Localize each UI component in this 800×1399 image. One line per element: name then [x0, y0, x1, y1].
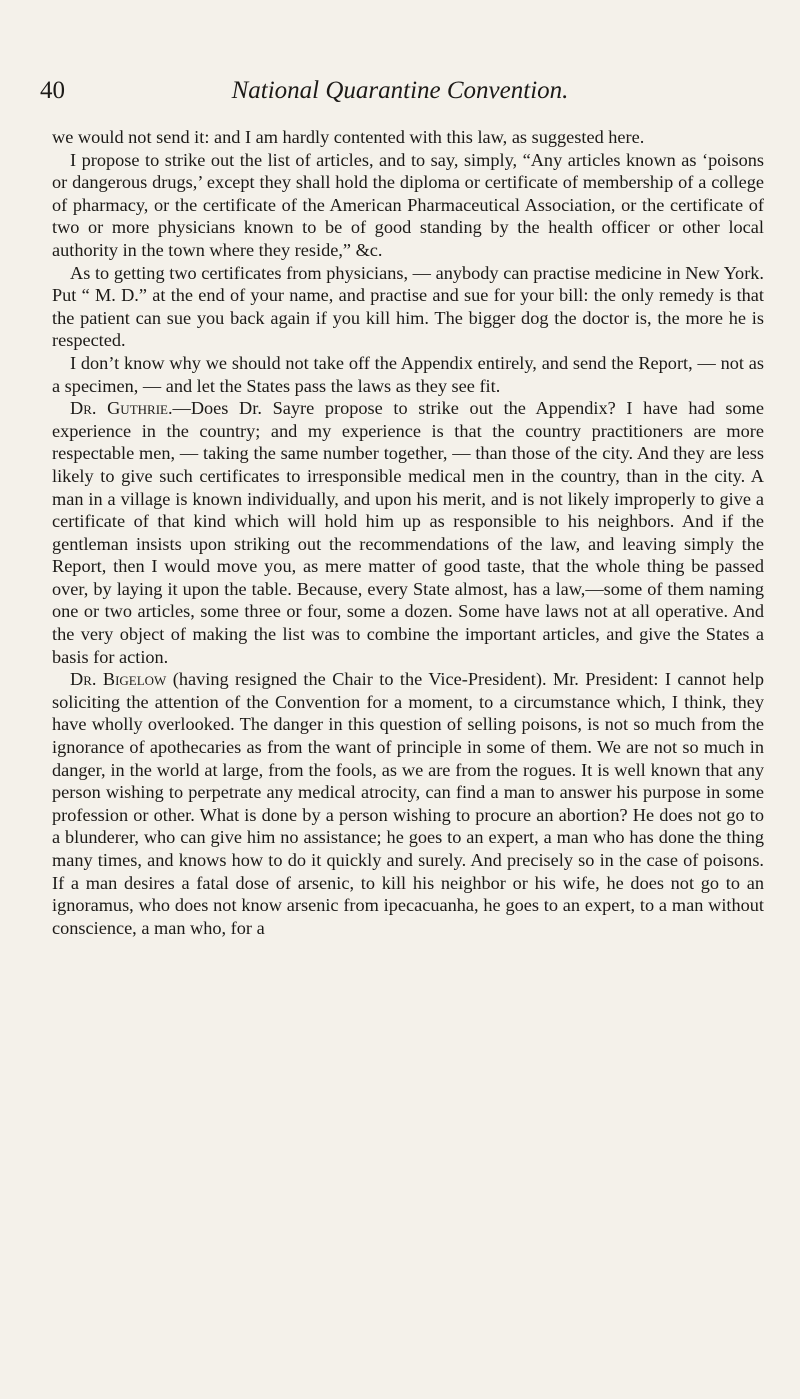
paragraph-certificates: As to getting two certificates from physicians, — anybody can practise medicine in New York. Put “ M. D.” at the end of your name, and practise and sue for your bill: the only remedy is that the patient can sue you back again if you kill him. The bigger dog the doctor is, the more he is respected. — [52, 262, 764, 351]
speaker-name: Dr. Guthrie. — [70, 398, 173, 419]
paragraph-bigelow — [52, 668, 764, 939]
running-title: National Quarantine Convention. — [231, 77, 569, 104]
paragraph-continuation: we would not send it: and I am hardly contented with this law, as suggested here. — [52, 127, 645, 147]
body-text — [52, 126, 764, 939]
page-number: 40 — [40, 77, 65, 104]
speech-text: (having resigned the Chair to the Vice-President). Mr. President: I cannot help soliciting the attention of the Convention for a moment, to a circumstance which, I think, they have wholly overlooked. The danger in this question of selling poisons, is not so much from the ignorance of apothecaries as from the want of principle in some of them. We are not so much in danger, in the world at large, from the fools, as we are from the rogues. It is well known that any person wishing to perpetrate any medical atrocity, can find a man to answer his purpose in some profession or other. What is done by a person wishing to procure an abortion? He does not go to a blunderer, who can give him no assistance; he goes to an expert, a man who has done the thing many times, and knows how to do it quickly and surely. And precisely so in the case of poisons. If a man desires a fatal dose of arsenic, to kill his neighbor or his wife, he does not go to an ignoramus, who does not know arsenic from ipecacuanha, he goes to an expert, to a man without conscience, a man who, for a — [52, 669, 765, 938]
page-header — [40, 76, 760, 116]
paragraph-guthrie — [52, 397, 764, 668]
paragraph-proposal: I propose to strike out the list of articles, and to say, simply, “Any articles known as ‘poisons or dangerous drugs,’ except they shall hold the diploma or certificate of membership of a college of pharmacy, or the certificate of the American Pharmaceutical Association, or the certificate of two or more physicians known to be of good standing by the health officer or other local authority in the town where they reside,” &c. — [52, 149, 764, 260]
speech-text: —Does Dr. Sayre propose to strike out the Appendix? I have had some experience in the country; and my experience is that the country practitioners are more respectable men, — taking the same number together, — than those of the city. And they are less likely to give such certificates to irresponsible medical men in the country, than in the city. A man in a village is known individually, and upon his merit, and is not likely improperly to give a certificate of that kind which will hold him up as responsible to his neighbors. And if the gentleman insists upon striking out the recommendations of the law, and leaving simply the Report, then I would move you, as mere matter of good taste, that the whole thing be passed over, by laying it upon the table. Because, every State almost, has a law,—some of them naming one or two articles, some three or four, some a dozen. Some have laws not at all operative. And the very object of making the list was to combine the important articles, and give the States a basis for action. — [52, 398, 764, 667]
speaker-name: Dr. Bigelow — [70, 669, 167, 690]
paragraph-appendix: I don’t know why we should not take off the Appendix entirely, and send the Report, — not as a specimen, — and let the States pass the laws as they see fit. — [52, 352, 764, 396]
